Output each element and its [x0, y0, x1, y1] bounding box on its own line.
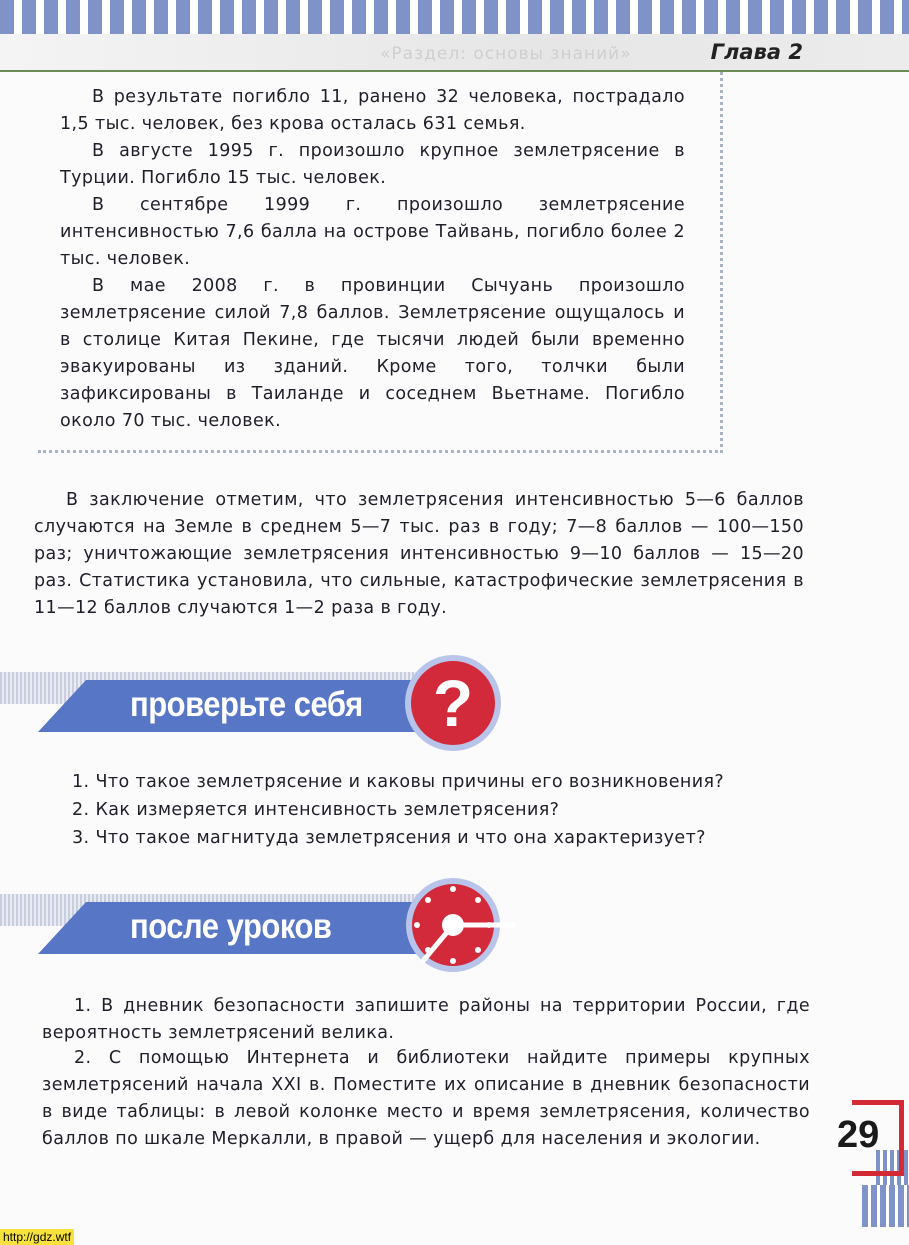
questions-list [72, 768, 724, 852]
clock-icon [405, 875, 520, 975]
after-lessons-title: после уроков [130, 906, 332, 947]
conclusion-paragraph: В заключение отметим, что землетрясения интенсивностью 5—6 баллов случаются на Земле в среднем 5—7 тыс. раз в году; 7—8 баллов — 100—150 раз; уничтожающие землетрясения интенсивностью 9—10 баллов — 15—20 раз. Статистика установила, что сильные, катастрофические землетрясения в 11—12 баллов случаются 1—2 раза в году. [34, 490, 804, 618]
top-stripe-decoration [0, 0, 909, 34]
question-mark-glyph: ? [432, 666, 474, 740]
header-faded-text: «Раздел: основы знаний» [380, 44, 632, 64]
box-paragraph: В мае 2008 г. в провинции Сычуань произошло землетрясение силой 7,8 баллов. Землетрясение ощущалось и в столице Китая Пекине, где тысячи людей были временно эвакуированы из зданий. Кроме того, толчки были зафиксированы в Таиланде и соседнем Вьетнаме. Погибло около 70 тыс. человек. [60, 276, 685, 431]
list-item: 2. Как измеряется интенсивность землетрясения? [72, 800, 560, 820]
task-paragraph: 1. В дневник безопасности запишите районы на территории России, где вероятность землетрясений велика. [42, 996, 810, 1043]
page-number: 29 [837, 1114, 880, 1156]
box-paragraph: В сентябре 1999 г. произошло землетрясение интенсивностью 7,6 балла на острове Тайвань, погибло более 2 тыс. человек. [60, 195, 685, 269]
watermark-link[interactable]: http://gdz.wtf [0, 1229, 74, 1245]
question-mark-icon [405, 655, 501, 751]
box-paragraph: В августе 1995 г. произошло крупное землетрясение в Турции. Погибло 15 тыс. человек. [60, 141, 685, 188]
bottom-stripe-decoration [862, 1185, 909, 1227]
check-yourself-title: проверьте себя [130, 684, 363, 725]
chapter-label: Глава 2 [710, 40, 803, 64]
list-item: 1. Что такое землетрясение и каковы причины его возникновения? [72, 772, 725, 792]
task-paragraph: 2. С помощью Интернета и библиотеки найдите примеры крупных землетрясений начала XXI в. Поместите их описание в дневник безопасности в виде таблицы: в левой колонке место и время землетрясения, количество баллов по шкале Меркалли, в правой — ущерб для населения и экологии. [42, 1048, 810, 1149]
box-paragraph: В результате погибло 11, ранено 32 человека, пострадало 1,5 тыс. человек, без крова осталась 631 семья. [60, 87, 685, 134]
list-item: 3. Что такое магнитуда землетрясения и что она характеризует? [72, 828, 706, 848]
